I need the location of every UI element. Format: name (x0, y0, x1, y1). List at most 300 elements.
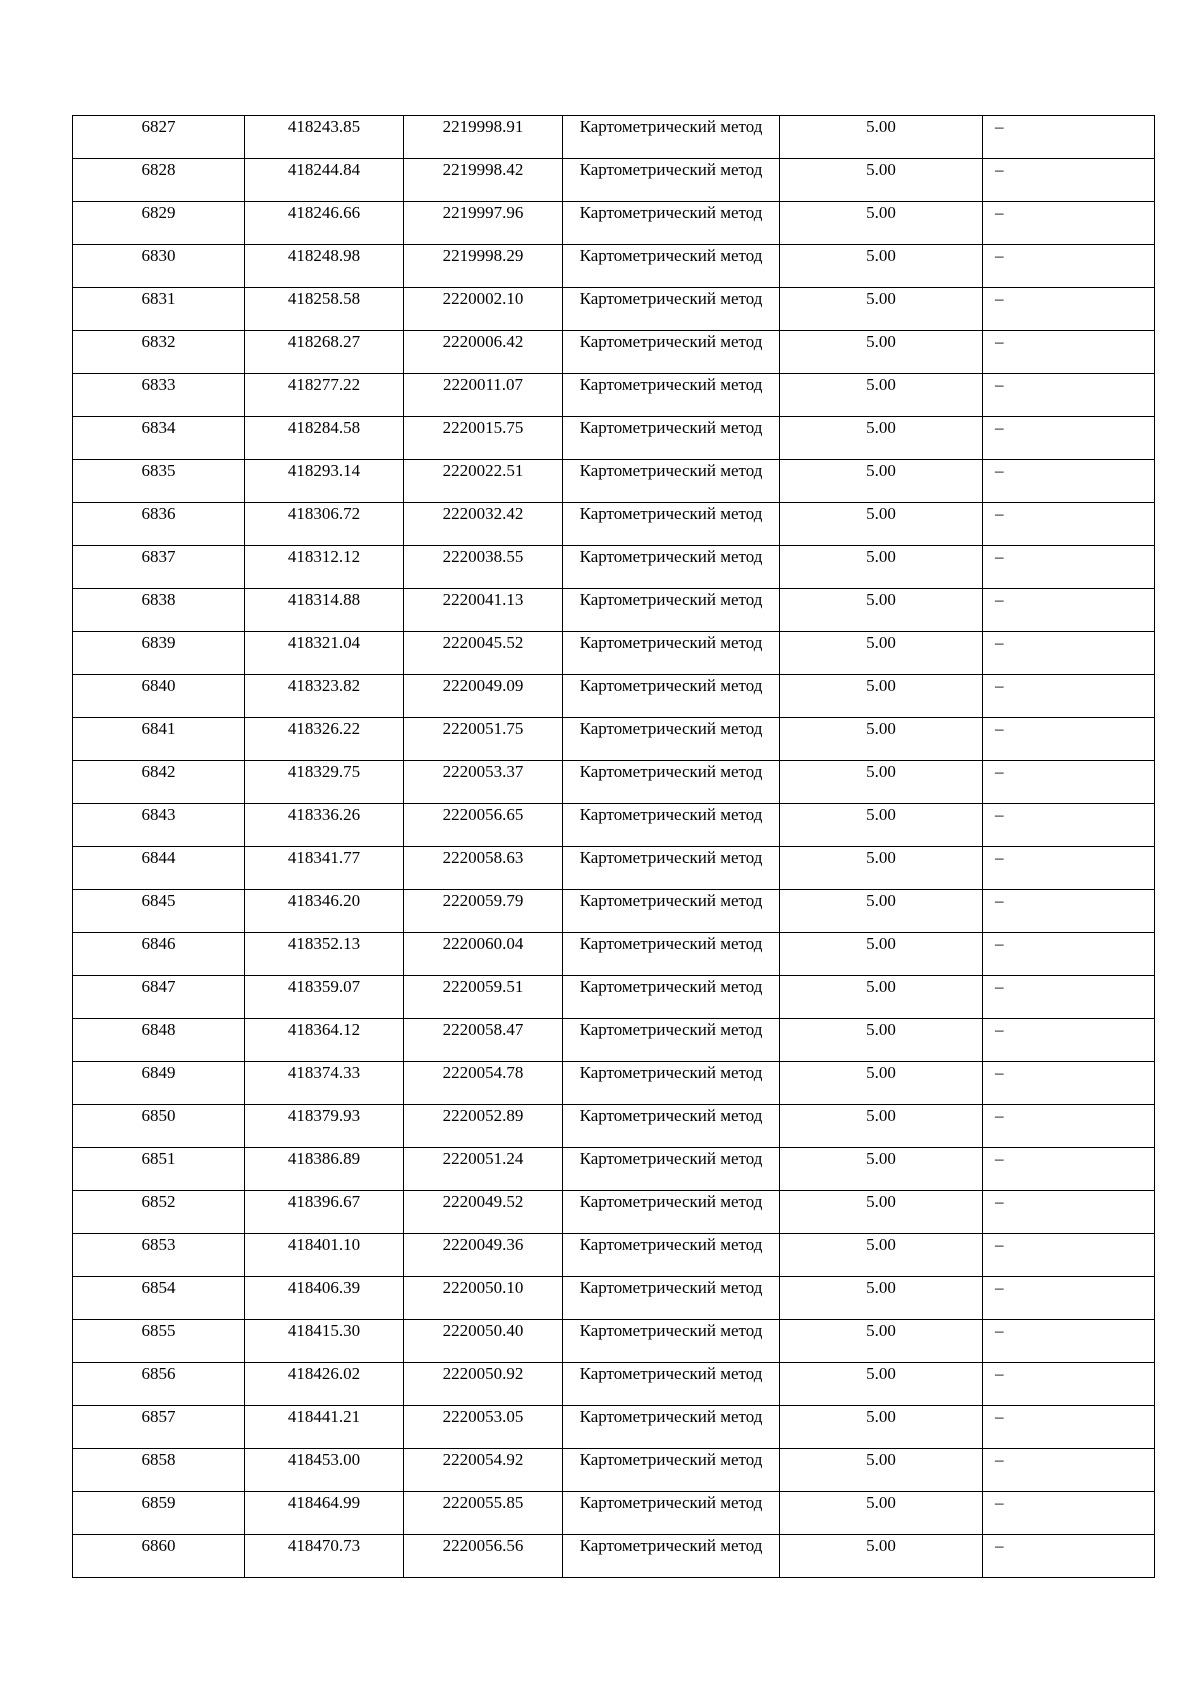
cell-y-coordinate (404, 159, 563, 202)
cell-method (563, 1234, 780, 1277)
table-row (73, 202, 1155, 245)
method-text: Картометрический метод (579, 676, 763, 695)
point-number-text: 6842 (141, 762, 176, 781)
cell-y-coordinate (404, 675, 563, 718)
table-row (73, 890, 1155, 933)
cell-description (983, 1105, 1155, 1148)
cell-y-coordinate (404, 761, 563, 804)
cell-point-number (73, 761, 245, 804)
method-text: Картометрический метод (579, 203, 763, 222)
method-text: Картометрический метод (579, 332, 763, 351)
cell-description (983, 632, 1155, 675)
cell-point-number (73, 374, 245, 417)
method-text: Картометрический метод (579, 762, 763, 781)
cell-method (563, 417, 780, 460)
accuracy-text: 5.00 (866, 203, 896, 222)
cell-method (563, 933, 780, 976)
table-row (73, 1062, 1155, 1105)
x-coordinate-text: 418341.77 (287, 848, 361, 867)
method-text: Картометрический метод (579, 1493, 763, 1512)
point-number-text: 6845 (141, 891, 176, 910)
point-number-text: 6828 (141, 160, 176, 179)
y-coordinate-text: 2220049.36 (442, 1235, 524, 1254)
cell-accuracy (780, 890, 983, 933)
y-coordinate-text: 2220002.10 (442, 289, 524, 308)
x-coordinate-text: 418453.00 (287, 1450, 361, 1469)
x-coordinate-text: 418441.21 (287, 1407, 361, 1426)
table-row (73, 1234, 1155, 1277)
y-coordinate-text: 2220015.75 (442, 418, 524, 437)
cell-description (983, 245, 1155, 288)
description-text: – (995, 762, 1004, 781)
cell-y-coordinate (404, 1019, 563, 1062)
accuracy-text: 5.00 (866, 1321, 896, 1340)
x-coordinate-text: 418346.20 (287, 891, 361, 910)
cell-y-coordinate (404, 1105, 563, 1148)
cell-x-coordinate (245, 245, 404, 288)
table-row (73, 718, 1155, 761)
point-number-text: 6849 (141, 1063, 176, 1082)
cell-y-coordinate (404, 632, 563, 675)
coordinates-table (72, 115, 1155, 1578)
cell-y-coordinate (404, 1191, 563, 1234)
cell-x-coordinate (245, 847, 404, 890)
table-row (73, 1406, 1155, 1449)
cell-method (563, 589, 780, 632)
cell-y-coordinate (404, 288, 563, 331)
cell-description (983, 1363, 1155, 1406)
cell-method (563, 331, 780, 374)
accuracy-text: 5.00 (866, 461, 896, 480)
method-text: Картометрический метод (579, 1407, 763, 1426)
table-row (73, 1148, 1155, 1191)
method-text: Картометрический метод (579, 418, 763, 437)
cell-method (563, 202, 780, 245)
cell-method (563, 460, 780, 503)
point-number-text: 6833 (141, 375, 176, 394)
cell-method (563, 159, 780, 202)
cell-description (983, 804, 1155, 847)
table-row (73, 245, 1155, 288)
cell-y-coordinate (404, 460, 563, 503)
table-row (73, 546, 1155, 589)
cell-point-number (73, 288, 245, 331)
cell-point-number (73, 589, 245, 632)
point-number-text: 6846 (141, 934, 176, 953)
cell-point-number (73, 116, 245, 159)
cell-x-coordinate (245, 503, 404, 546)
cell-x-coordinate (245, 589, 404, 632)
cell-point-number (73, 976, 245, 1019)
description-text: – (995, 1063, 1004, 1082)
cell-description (983, 1320, 1155, 1363)
accuracy-text: 5.00 (866, 977, 896, 996)
description-text: – (995, 1020, 1004, 1039)
method-text: Картометрический метод (579, 547, 763, 566)
description-text: – (995, 504, 1004, 523)
method-text: Картометрический метод (579, 848, 763, 867)
y-coordinate-text: 2220049.52 (442, 1192, 524, 1211)
cell-method (563, 1062, 780, 1105)
x-coordinate-text: 418293.14 (287, 461, 361, 480)
cell-x-coordinate (245, 116, 404, 159)
cell-x-coordinate (245, 976, 404, 1019)
cell-point-number (73, 675, 245, 718)
table-row (73, 288, 1155, 331)
cell-point-number (73, 1320, 245, 1363)
cell-accuracy (780, 1019, 983, 1062)
y-coordinate-text: 2220058.63 (442, 848, 524, 867)
cell-x-coordinate (245, 546, 404, 589)
cell-description (983, 503, 1155, 546)
accuracy-text: 5.00 (866, 289, 896, 308)
cell-accuracy (780, 374, 983, 417)
cell-point-number (73, 1105, 245, 1148)
cell-x-coordinate (245, 804, 404, 847)
table-row (73, 1363, 1155, 1406)
x-coordinate-text: 418364.12 (287, 1020, 361, 1039)
x-coordinate-text: 418401.10 (287, 1235, 361, 1254)
cell-x-coordinate (245, 1148, 404, 1191)
cell-y-coordinate (404, 546, 563, 589)
accuracy-text: 5.00 (866, 504, 896, 523)
cell-method (563, 675, 780, 718)
x-coordinate-text: 418386.89 (287, 1149, 361, 1168)
cell-x-coordinate (245, 1535, 404, 1578)
cell-point-number (73, 1277, 245, 1320)
cell-accuracy (780, 1277, 983, 1320)
cell-method (563, 847, 780, 890)
accuracy-text: 5.00 (866, 1493, 896, 1512)
cell-y-coordinate (404, 1492, 563, 1535)
cell-accuracy (780, 1148, 983, 1191)
method-text: Картометрический метод (579, 891, 763, 910)
x-coordinate-text: 418379.93 (287, 1106, 361, 1125)
method-text: Картометрический метод (579, 1321, 763, 1340)
description-text: – (995, 590, 1004, 609)
cell-accuracy (780, 933, 983, 976)
cell-accuracy (780, 1449, 983, 1492)
cell-y-coordinate (404, 1363, 563, 1406)
cell-method (563, 245, 780, 288)
table-row (73, 933, 1155, 976)
cell-point-number (73, 159, 245, 202)
cell-x-coordinate (245, 761, 404, 804)
x-coordinate-text: 418312.12 (287, 547, 361, 566)
table-row (73, 761, 1155, 804)
cell-y-coordinate (404, 718, 563, 761)
point-number-text: 6852 (141, 1192, 176, 1211)
accuracy-text: 5.00 (866, 719, 896, 738)
cell-method (563, 1105, 780, 1148)
table-row (73, 1320, 1155, 1363)
point-number-text: 6837 (141, 547, 176, 566)
cell-accuracy (780, 331, 983, 374)
point-number-text: 6857 (141, 1407, 176, 1426)
cell-point-number (73, 718, 245, 761)
cell-description (983, 1019, 1155, 1062)
method-text: Картометрический метод (579, 1450, 763, 1469)
accuracy-text: 5.00 (866, 805, 896, 824)
cell-description (983, 331, 1155, 374)
cell-method (563, 1406, 780, 1449)
cell-accuracy (780, 546, 983, 589)
accuracy-text: 5.00 (866, 1407, 896, 1426)
cell-point-number (73, 331, 245, 374)
cell-y-coordinate (404, 417, 563, 460)
y-coordinate-text: 2220060.04 (442, 934, 524, 953)
method-text: Картометрический метод (579, 375, 763, 394)
cell-method (563, 116, 780, 159)
cell-method (563, 632, 780, 675)
y-coordinate-text: 2219998.42 (442, 160, 524, 179)
method-text: Картометрический метод (579, 289, 763, 308)
description-text: – (995, 1192, 1004, 1211)
cell-description (983, 847, 1155, 890)
y-coordinate-text: 2219997.96 (442, 203, 524, 222)
cell-description (983, 890, 1155, 933)
x-coordinate-text: 418258.58 (287, 289, 361, 308)
y-coordinate-text: 2220054.92 (442, 1450, 524, 1469)
description-text: – (995, 1450, 1004, 1469)
x-coordinate-text: 418326.22 (287, 719, 361, 738)
cell-x-coordinate (245, 1062, 404, 1105)
x-coordinate-text: 418359.07 (287, 977, 361, 996)
cell-accuracy (780, 718, 983, 761)
cell-x-coordinate (245, 1277, 404, 1320)
cell-description (983, 1492, 1155, 1535)
cell-x-coordinate (245, 202, 404, 245)
cell-x-coordinate (245, 374, 404, 417)
cell-method (563, 718, 780, 761)
method-text: Картометрический метод (579, 1106, 763, 1125)
cell-method (563, 1277, 780, 1320)
cell-method (563, 1535, 780, 1578)
accuracy-text: 5.00 (866, 1536, 896, 1555)
cell-description (983, 1062, 1155, 1105)
cell-method (563, 1449, 780, 1492)
table-row (73, 1105, 1155, 1148)
cell-accuracy (780, 847, 983, 890)
cell-point-number (73, 460, 245, 503)
cell-accuracy (780, 761, 983, 804)
point-number-text: 6859 (141, 1493, 176, 1512)
cell-description (983, 202, 1155, 245)
description-text: – (995, 676, 1004, 695)
cell-point-number (73, 1191, 245, 1234)
cell-description (983, 1277, 1155, 1320)
description-text: – (995, 977, 1004, 996)
cell-point-number (73, 632, 245, 675)
cell-description (983, 1234, 1155, 1277)
x-coordinate-text: 418374.33 (287, 1063, 361, 1082)
cell-y-coordinate (404, 245, 563, 288)
table-row (73, 1191, 1155, 1234)
table-row (73, 976, 1155, 1019)
cell-accuracy (780, 1492, 983, 1535)
cell-y-coordinate (404, 331, 563, 374)
point-number-text: 6843 (141, 805, 176, 824)
cell-method (563, 890, 780, 933)
cell-point-number (73, 245, 245, 288)
cell-y-coordinate (404, 116, 563, 159)
method-text: Картометрический метод (579, 719, 763, 738)
point-number-text: 6860 (141, 1536, 176, 1555)
point-number-text: 6829 (141, 203, 176, 222)
table-row (73, 116, 1155, 159)
cell-method (563, 374, 780, 417)
description-text: – (995, 1321, 1004, 1340)
y-coordinate-text: 2219998.29 (442, 246, 524, 265)
cell-description (983, 546, 1155, 589)
description-text: – (995, 160, 1004, 179)
description-text: – (995, 1106, 1004, 1125)
point-number-text: 6827 (141, 117, 176, 136)
x-coordinate-text: 418321.04 (287, 633, 361, 652)
cell-point-number (73, 847, 245, 890)
method-text: Картометрический метод (579, 160, 763, 179)
point-number-text: 6856 (141, 1364, 176, 1383)
accuracy-text: 5.00 (866, 375, 896, 394)
method-text: Картометрический метод (579, 633, 763, 652)
table-row (73, 1535, 1155, 1578)
x-coordinate-text: 418243.85 (287, 117, 361, 136)
cell-accuracy (780, 1406, 983, 1449)
cell-y-coordinate (404, 374, 563, 417)
cell-accuracy (780, 1535, 983, 1578)
cell-description (983, 718, 1155, 761)
cell-description (983, 374, 1155, 417)
point-number-text: 6839 (141, 633, 176, 652)
cell-accuracy (780, 288, 983, 331)
cell-x-coordinate (245, 1019, 404, 1062)
y-coordinate-text: 2220038.55 (442, 547, 524, 566)
point-number-text: 6830 (141, 246, 176, 265)
cell-x-coordinate (245, 1191, 404, 1234)
x-coordinate-text: 418244.84 (287, 160, 361, 179)
x-coordinate-text: 418314.88 (287, 590, 361, 609)
cell-y-coordinate (404, 933, 563, 976)
accuracy-text: 5.00 (866, 1149, 896, 1168)
point-number-text: 6840 (141, 676, 176, 695)
method-text: Картометрический метод (579, 1278, 763, 1297)
cell-method (563, 1148, 780, 1191)
accuracy-text: 5.00 (866, 1450, 896, 1469)
point-number-text: 6855 (141, 1321, 176, 1340)
cell-x-coordinate (245, 159, 404, 202)
cell-point-number (73, 1535, 245, 1578)
cell-method (563, 1320, 780, 1363)
cell-point-number (73, 1363, 245, 1406)
cell-y-coordinate (404, 1062, 563, 1105)
cell-x-coordinate (245, 718, 404, 761)
y-coordinate-text: 2220011.07 (442, 375, 524, 394)
table-row (73, 1449, 1155, 1492)
y-coordinate-text: 2220050.40 (442, 1321, 524, 1340)
table-row (73, 159, 1155, 202)
y-coordinate-text: 2220054.78 (442, 1063, 524, 1082)
description-text: – (995, 1364, 1004, 1383)
point-number-text: 6841 (141, 719, 176, 738)
cell-description (983, 116, 1155, 159)
y-coordinate-text: 2220049.09 (442, 676, 524, 695)
point-number-text: 6832 (141, 332, 176, 351)
y-coordinate-text: 2220051.24 (442, 1149, 524, 1168)
description-text: – (995, 418, 1004, 437)
cell-accuracy (780, 589, 983, 632)
cell-accuracy (780, 116, 983, 159)
description-text: – (995, 289, 1004, 308)
cell-accuracy (780, 1234, 983, 1277)
cell-y-coordinate (404, 1277, 563, 1320)
cell-description (983, 1148, 1155, 1191)
cell-description (983, 1406, 1155, 1449)
y-coordinate-text: 2220056.65 (442, 805, 524, 824)
accuracy-text: 5.00 (866, 418, 896, 437)
cell-x-coordinate (245, 460, 404, 503)
cell-description (983, 976, 1155, 1019)
cell-method (563, 288, 780, 331)
cell-x-coordinate (245, 331, 404, 374)
cell-accuracy (780, 1105, 983, 1148)
description-text: – (995, 1536, 1004, 1555)
cell-y-coordinate (404, 976, 563, 1019)
cell-x-coordinate (245, 1320, 404, 1363)
description-text: – (995, 246, 1004, 265)
cell-accuracy (780, 1363, 983, 1406)
method-text: Картометрический метод (579, 805, 763, 824)
description-text: – (995, 461, 1004, 480)
y-coordinate-text: 2220053.05 (442, 1407, 524, 1426)
accuracy-text: 5.00 (866, 762, 896, 781)
description-text: – (995, 934, 1004, 953)
table-row (73, 1492, 1155, 1535)
point-number-text: 6834 (141, 418, 176, 437)
y-coordinate-text: 2220022.51 (442, 461, 524, 480)
method-text: Картометрический метод (579, 934, 763, 953)
x-coordinate-text: 418352.13 (287, 934, 361, 953)
y-coordinate-text: 2219998.91 (442, 117, 524, 136)
point-number-text: 6844 (141, 848, 176, 867)
cell-description (983, 417, 1155, 460)
cell-description (983, 159, 1155, 202)
method-text: Картометрический метод (579, 1536, 763, 1555)
table-row (73, 374, 1155, 417)
point-number-text: 6850 (141, 1106, 176, 1125)
cell-y-coordinate (404, 503, 563, 546)
cell-x-coordinate (245, 890, 404, 933)
y-coordinate-text: 2220055.85 (442, 1493, 524, 1512)
y-coordinate-text: 2220050.92 (442, 1364, 524, 1383)
x-coordinate-text: 418396.67 (287, 1192, 361, 1211)
table-row (73, 632, 1155, 675)
y-coordinate-text: 2220006.42 (442, 332, 524, 351)
x-coordinate-text: 418323.82 (287, 676, 361, 695)
method-text: Картометрический метод (579, 117, 763, 136)
accuracy-text: 5.00 (866, 633, 896, 652)
x-coordinate-text: 418426.02 (287, 1364, 361, 1383)
cell-point-number (73, 1019, 245, 1062)
accuracy-text: 5.00 (866, 1364, 896, 1383)
x-coordinate-text: 418329.75 (287, 762, 361, 781)
cell-x-coordinate (245, 1363, 404, 1406)
cell-point-number (73, 1148, 245, 1191)
cell-y-coordinate (404, 1535, 563, 1578)
cell-y-coordinate (404, 1449, 563, 1492)
description-text: – (995, 1278, 1004, 1297)
description-text: – (995, 805, 1004, 824)
table-row (73, 331, 1155, 374)
